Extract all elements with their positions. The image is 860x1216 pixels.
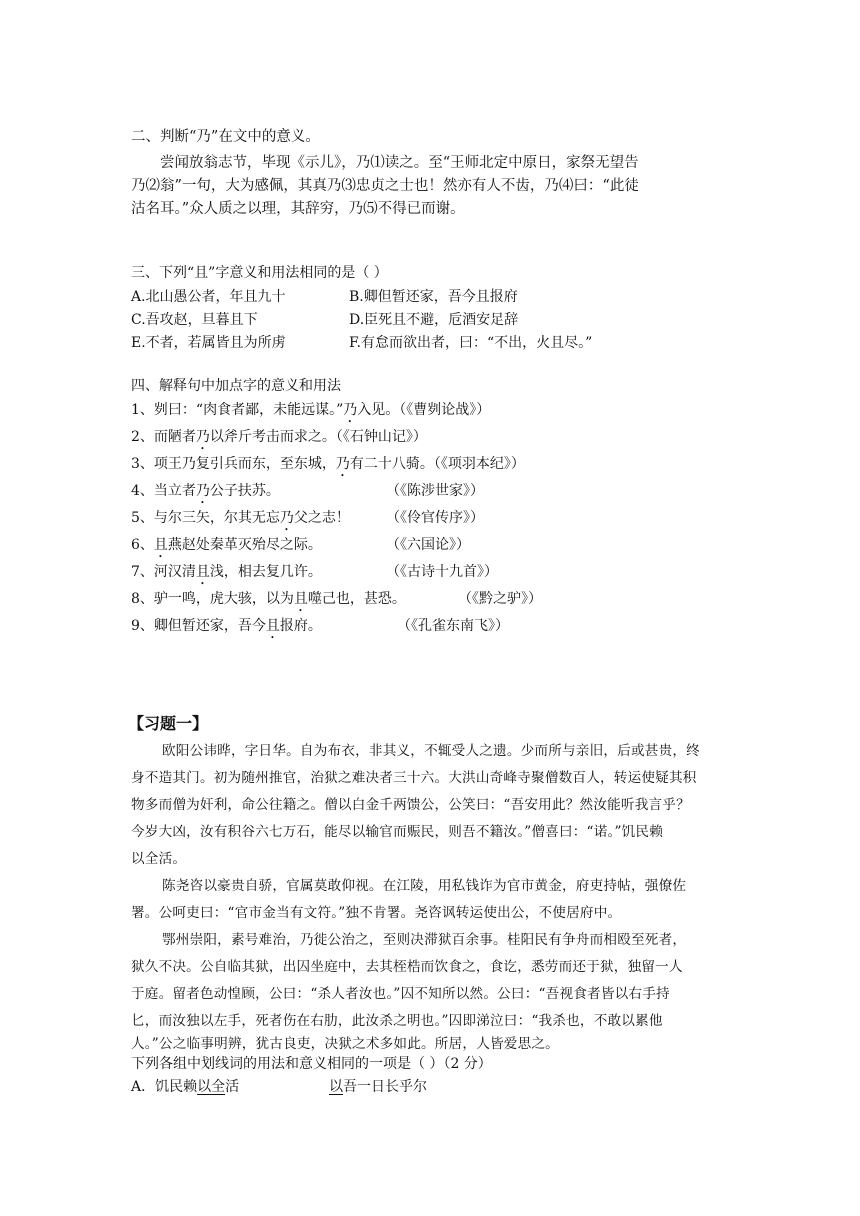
section4-item [131,454,525,480]
item-text: 1、刿曰：“肉食者鄙，未能远谋。” [131,402,344,418]
section2-line-3: 沽名耳。”众人质之以理，其辞穷，乃⑸不得已而谢。 [131,201,465,217]
item-source: （《伶官传序》） [386,510,484,526]
item-text: 浅，相去复几许。 [209,564,322,580]
option-a: A.北山愚公者，年且九十 [131,289,286,305]
section2-line-1: 尝闻放翁志节，毕现《示儿》，乃⑴读之。至“王师北定中原日，家祭无望告 [160,155,639,171]
item-source: （《六国论》） [386,537,470,553]
underlined-word: 以全 [197,1079,226,1095]
section2-title: 二、判断“乃”在文中的意义。 [131,129,320,145]
passage-line: 身不造其门。初为随州推官，治狱之难决者三十六。大洪山奇峰寺聚僧数百人，转运使疑其积 [131,770,697,786]
passage-line: 鄂州崇阳，素号难治，乃徙公治之，至则决滞狱百余事。桂阳民有争舟而相殴至死者， [162,932,687,948]
item-source: （《项羽本纪》） [433,456,525,472]
item-text: 入见。 [357,402,400,418]
option-f: F.有怠而欲出者，曰：“不出，火且尽。” [349,335,593,351]
item-text: 7、河汉清 [131,564,196,580]
passage-line: 人。”公之临事明辨，犹古良吏，决狱之术多如此。所居，人皆爱思之。 [131,1036,559,1052]
section4-item [131,616,322,642]
section4-item [131,508,350,534]
dotted-char: 乃 [195,483,210,499]
section4-item [131,562,322,588]
dotted-char: 乃 [335,456,350,472]
passage-line: 署。公呵吏曰：“官市金当有文符。”独不肯署。尧咨讽转运使出公，不使居府中。 [131,905,622,921]
option-text: 吾一日长乎尔 [343,1079,427,1095]
dotted-char: 乃 [195,429,210,445]
dotted-char: 且 [293,591,308,607]
item-text: 有二十八骑。 [349,456,434,472]
section2-line-2: 乃⑵翁”一句，大为感佩，其真乃⑶忠贞之士也！然亦有人不齿，乃⑷曰：“此徒 [131,178,639,194]
item-source: （《黔之驴》） [458,591,542,607]
option-d: D.臣死且不避，卮酒安足辞 [349,312,519,328]
item-text: 4、当立者 [131,483,196,499]
dotted-char: 且 [195,564,210,580]
item-text: 5、与尔三矢，尔其无忘 [131,510,280,526]
dotted-char: 且 [153,537,168,553]
section4-item [131,535,322,561]
passage-line: 欧阳公讳晔，字日华。自为布衣，非其义，不辄受人之遗。少而所与亲旧，后或甚贵，终 [162,743,700,759]
passage-line: 今岁大凶，汝有积谷六七万石，能尽以输官而赈民，则吾不籍汝。”僧喜曰：“诺。”饥民赖 [131,824,664,840]
passage-line: 物多而僧为奸利，命公往籍之。僧以白金千两馈公，公笑曰：“吾安用此？然汝能听我言乎？ [131,797,690,813]
item-source: （《孔雀东南飞》） [397,618,509,634]
dotted-char: 且 [265,618,280,634]
item-text: 9、卿但暂还家，吾今 [131,618,266,634]
section4-item [131,427,427,453]
option-label: A．饥民赖 [131,1079,198,1095]
passage-line: 狱久不决。公自临其狱，出囚坐庭中，去其桎梏而饮食之，食讫，悉劳而还于狱，独留一人 [131,959,683,975]
dotted-char: 乃 [279,510,294,526]
item-source: （《古诗十九首》） [386,564,498,580]
item-text: 报府。 [279,618,322,634]
passage-line: 匕，而汝独以左手，死者伤在右肋，此汝杀之明也。”囚即涕泣曰：“我杀也，不敢以累他 [131,1013,663,1029]
item-text: 公子扶苏。 [209,483,280,499]
section4-item [131,481,280,507]
exercise1-question: 下列各组中划线词的用法和意义相同的一项是（ ）（2 分） [131,1056,492,1072]
item-text: 3、项王乃复引兵而东，至东城， [131,456,336,472]
passage-line: 陈尧咨以豪贵自骄，官属莫敢仰视。在江陵，用私钱诈为官市黄金，府吏持帖，强僚佐 [162,878,687,894]
option-b: B.卿但暂还家，吾今且报府 [349,289,518,305]
item-text: 8、驴一鸣，虎大骇，以为 [131,591,294,607]
item-source: （《陈涉世家》） [386,483,484,499]
section3-title: 三、下列“且”字意义和用法相同的是（ ） [131,265,388,281]
item-text: 噬己也，甚恐。 [307,591,406,607]
underlined-word: 以 [329,1079,343,1095]
item-source: （《曹刿论战》） [399,402,491,418]
option-c: C.吾攻赵，旦暮且下 [131,312,258,328]
exercise1-option-a-pair [329,1077,427,1097]
option-e: E.不者，若属皆且为所虏 [131,335,286,351]
exercise1-option-a [131,1077,239,1097]
option-text: 活 [225,1079,240,1095]
passage-line: 于庭。留者色动惶顾，公曰：“杀人者汝也。”囚不知所以然。公曰：“吾视食者皆以右手持 [131,986,670,1002]
item-text: 燕赵处秦革灭殆尽之际。 [167,537,322,553]
passage-line: 以全活。 [131,851,187,867]
exercise1-title: 【习题一】 [128,714,209,733]
section4-item [131,589,406,615]
section4-title: 四、解释句中加点字的意义和用法 [131,378,341,394]
dotted-char: 乃 [343,402,358,418]
item-text: 以斧斤考击而求之。 [209,429,336,445]
item-source: （《石钟山记》） [335,429,427,445]
item-text: 2、而陋者 [131,429,196,445]
section4-item [131,400,490,426]
item-text: 父之志！ [293,510,350,526]
item-text: 6、 [131,537,154,553]
